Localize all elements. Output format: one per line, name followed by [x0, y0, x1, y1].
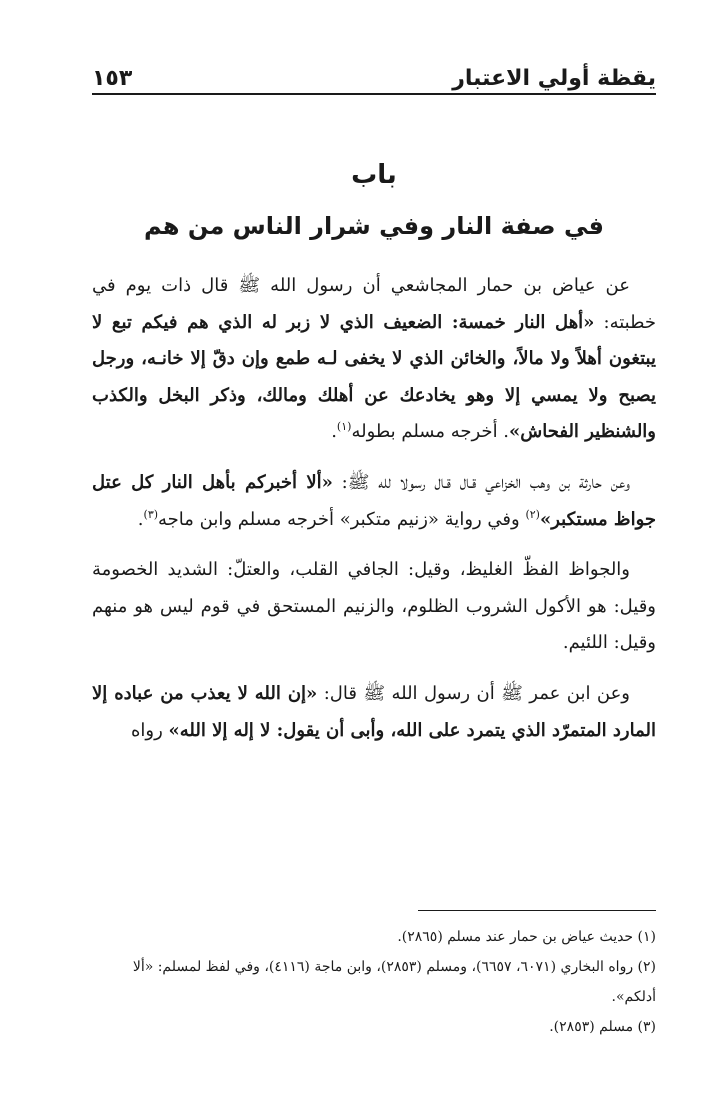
- header-rule: [92, 93, 656, 95]
- footnote-2: (٢) رواه البخاري (٦٠٧١، ٦٦٥٧)، ومسلم (٢٨٥٣)، وابن ماجة (٤١١٦)، وفي لفظ لمسلم: «ألا أدلكم».: [132, 959, 656, 1005]
- paragraph-1-quote: «أهل النار خمسة: الضعيف الذي لا زبر له الذي هم فيكم تبع لا يبتغون أهلاً ولا مالاً، والخائن الذي لا يخفى لـه طمع وإن دقّ إلا خانـه، ورجل يصبح ولا يمسي إلا وهو يخادعك عن أهلك ومالك، وذكر البخل والكذب والشنظير الفحاش»: [92, 311, 656, 443]
- footnote-ref-2: (٢): [525, 507, 540, 521]
- paragraph-2-intro: وعن حارثة بن وهب الخزاعي قـال قـال رسولا لله ﷺ:: [332, 471, 630, 493]
- footnotes: [92, 922, 656, 1042]
- paragraph-2: [92, 465, 656, 538]
- footnote-ref-1: (١): [336, 420, 352, 434]
- paragraph-1-intro: عن عياض بن حمار المجاشعي أن رسول الله ﷺ قال ذات يوم في خطبته:: [92, 275, 656, 333]
- footnote-rule: [418, 910, 656, 911]
- page-header: [92, 56, 656, 96]
- paragraph-4-tail: رواه: [130, 719, 169, 741]
- paragraph-4: [92, 676, 656, 749]
- paragraph-2-quote: «ألا أخبركم بأهل النار كل عتل جواظ مستكبر»: [92, 471, 656, 530]
- paragraph-1: عن عياض بن حمار المجاشعي أن رسول الله ﷺ قال ذات يوم في خطبته: «أهل النار خمسة: الضعيف الذي لا زبر له الذي هم فيكم تبع لا يبتغون أهلاً ولا مالاً، والخائن الذي لا يخفى لـه طمع وإن دقّ إلا خانـه، ورجل يصبح ولا يمسي إلا وهو يخادعك عن أهلك ومالك، وذكر البخل والكذب والشنظير الفحاش». أخرجه مسلم بطوله$^{(١)}$.: [92, 275, 656, 443]
- chapter-label: باب: [351, 160, 397, 190]
- paragraph-2-end: .: [137, 508, 144, 530]
- paragraph-4-quote: «إن الله لا يعذب من عباده إلا المارد المتمرّد الذي يتمرد على الله، وأبى أن يقول: لا إله إلا الله»: [92, 682, 656, 741]
- paragraph-2-middle: وفي رواية «زنيم متكبر» أخرجه مسلم وابن ماجه: [158, 508, 526, 530]
- paragraph-3: والجواظ الفظّ الغليظ، وقيل: الجافي القلب، والعتلّ: الشديد الخصومة وقيل: هو الأكول الشروب الظلوم، والزنيم المستحق في قوم ليس هو منهم وقيل: اللئيم.: [92, 559, 656, 654]
- paragraph-4-intro: وعن ابن عمر ﷺ أن رسول الله ﷺ قال:: [317, 682, 630, 704]
- footnote-3: (٣) مسلم (٢٨٥٣).: [549, 1019, 656, 1035]
- chapter-title: في صفة النار وفي شرار الناس من هم: [144, 212, 604, 240]
- footnote-1: (١) حديث عياض بن حمار عند مسلم (٢٨٦٥).: [397, 929, 656, 945]
- page-number: ١٥٣: [92, 66, 133, 91]
- body-text: [92, 268, 656, 749]
- paragraph-1-tail: . أخرجه مسلم بطوله: [351, 421, 510, 443]
- footnote-ref-3: (٣): [143, 507, 159, 521]
- running-title: يقظة أولي الاعتبار: [452, 66, 656, 91]
